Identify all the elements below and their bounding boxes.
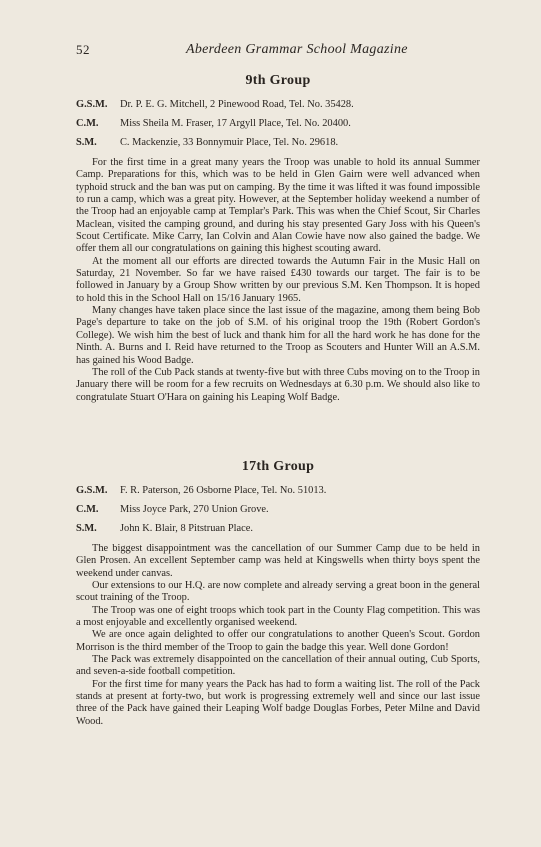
officer-role: C.M.	[76, 504, 99, 515]
running-title: Aberdeen Grammar School Magazine	[186, 42, 408, 57]
paragraph: The roll of the Cub Pack stands at twenty-five but with three Cubs moving on to the Troop in January there will be room for a few recruits on Wednesdays at 6.30 p.m. We should also like to congratulate Stuart O'Hara on gaining his Leaping Wolf Badge.	[76, 366, 480, 403]
section-17th-group	[76, 459, 480, 728]
officer-row	[76, 522, 480, 536]
officer-row	[76, 117, 480, 131]
paragraph: The biggest disappointment was the cancellation of our Summer Camp due to be held in Glen Prosen. An excellent September camp was held at Kingswells when thirty boys spent the weekend under canvas.	[76, 543, 480, 579]
page-header	[76, 42, 481, 62]
paragraph: For the first time for many years the Pack has had to form a waiting list. The roll of the Pack stands at present at forty-two, but work is progressing extremely well and since our last issue three of the Pack have gained their Leaping Wolf badge Douglas Forbes, Peter Milne and David Wood.	[76, 678, 480, 727]
officer-list	[76, 484, 480, 536]
officer-detail: John K. Blair, 8 Pitstruan Place.	[120, 523, 253, 534]
paragraph: Many changes have taken place since the last issue of the magazine, among them being Bob Page's departure to take on the job of S.M. of his original troop the 19th (Robert Gordon's College). We wish him the best of luck and thank him for all the hard work he has done for the Ninth. A. Burns and I. Reid have returned to the Troop as Scouters and Hunter Will an A.S.M. has gained his Wood Badge.	[76, 305, 480, 366]
paragraph: At the moment all our efforts are directed towards the Autumn Fair in the Music Hall on Saturday, 21 November. So far we have raised £430 towards our target. The fair is to be followed in January by a Group Show written by our previous S.M. Ken Thompson. It is hoped to hold this in the School Hall on 15/16 January 1965.	[76, 255, 480, 304]
paragraph: For the first time in a great many years the Troop was unable to hold its annual Summer Camp. Preparations for this, which was to be held in Glen Gairn were well advanced when typhoid struck and the ban was put on camping. By the time it was lifted it was found impossible to run a camp, which was a great pity. However, at the September holiday weekend a number of the Troop had an enjoyable camp at Templar's Park. This was when the Chief Scout, Sir Charles Maclean, visited the camping ground, and during his stay presented Gary Joss with his Queen's Scout Certificate. Mike Carry, Ian Colvin and Alan Cowie have now also gained the badge. We offer them all our congratulations on gaining this highest scouting award.	[76, 157, 480, 255]
officer-role: G.S.M.	[76, 485, 108, 496]
officer-row	[76, 136, 480, 150]
officer-row	[76, 484, 480, 498]
officer-list	[76, 98, 480, 150]
section-9th-group	[76, 73, 480, 404]
paragraph: The Troop was one of eight troops which took part in the County Flag competition. This was a most enjoyable and excellently organised weekend.	[76, 604, 480, 629]
officer-detail: Miss Sheila M. Fraser, 17 Argyll Place, Tel. No. 20400.	[120, 118, 351, 129]
section-title: 9th Group	[245, 73, 311, 88]
paragraph: We are once again delighted to offer our congratulations to another Queen's Scout. Gordon Morrison is the third member of the Troop to gain the badge this year. Well done Gordon!	[76, 629, 480, 653]
officer-detail: Miss Joyce Park, 270 Union Grove.	[120, 504, 269, 515]
officer-detail: F. R. Paterson, 26 Osborne Place, Tel. No. 51013.	[120, 485, 327, 496]
section-body	[76, 157, 480, 404]
officer-detail: C. Mackenzie, 33 Bonnymuir Place, Tel. No. 29618.	[120, 137, 339, 148]
officer-role: G.S.M.	[76, 99, 108, 110]
paragraph: The Pack was extremely disappointed on the cancellation of their annual outing, Cub Sports, and seven-a-side football competition.	[76, 654, 480, 678]
officer-role: S.M.	[76, 137, 97, 148]
section-title: 17th Group	[241, 459, 315, 474]
officer-role: C.M.	[76, 118, 99, 129]
paragraph: Our extensions to our H.Q. are now complete and already serving a great boon in the general scout training of the Troop.	[76, 580, 480, 604]
section-body	[76, 543, 480, 728]
officer-row	[76, 503, 480, 517]
officer-row	[76, 98, 480, 112]
officer-role: S.M.	[76, 523, 97, 534]
officer-detail: Dr. P. E. G. Mitchell, 2 Pinewood Road, Tel. No. 35428.	[120, 99, 354, 110]
page-number: 52	[76, 42, 90, 57]
